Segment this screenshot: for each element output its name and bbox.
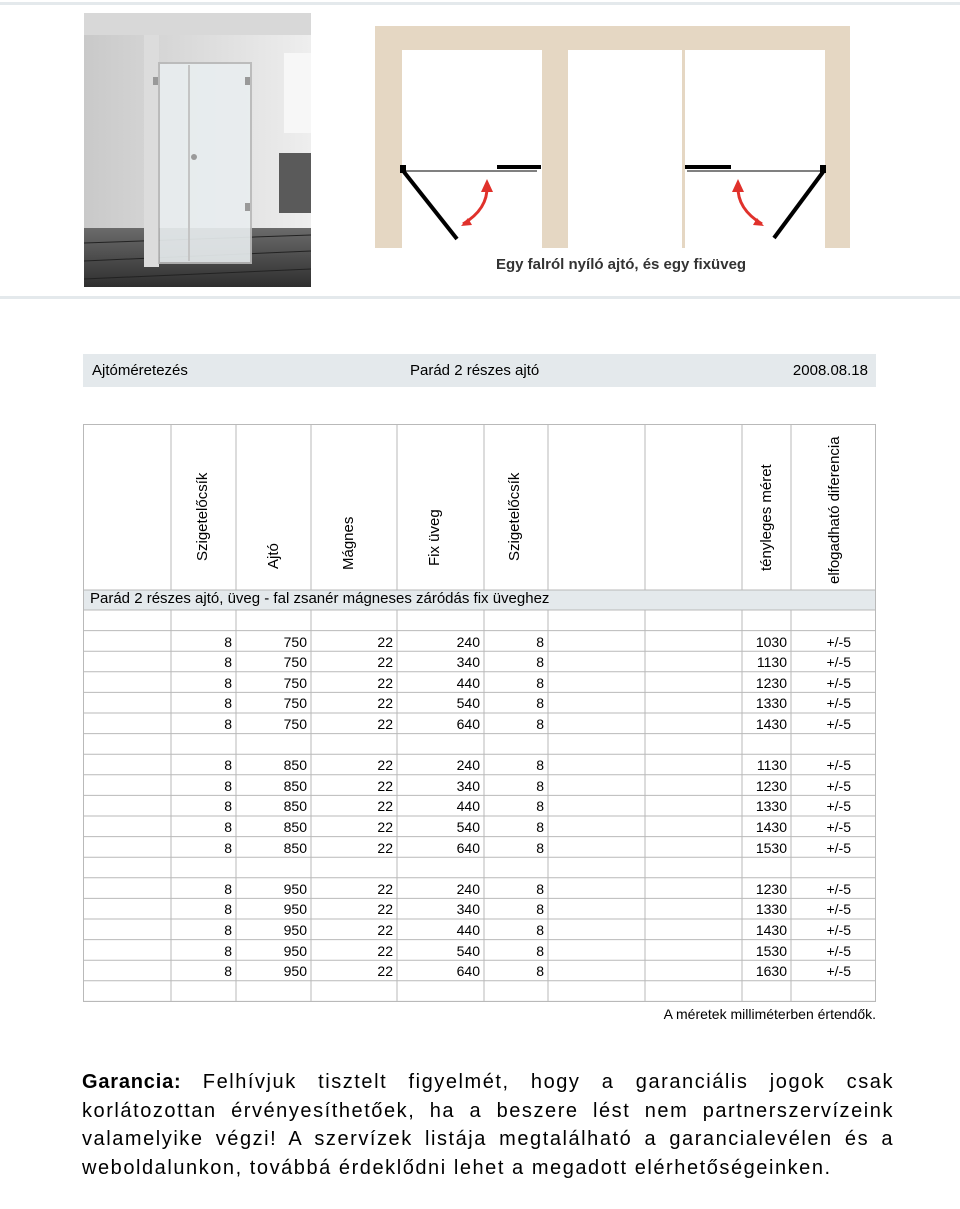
spec-table: [83, 424, 876, 1002]
table-cell: 240: [456, 880, 480, 897]
table-cell: 1430: [755, 716, 787, 732]
table-cell: 8: [224, 839, 232, 856]
col-header-door: Ajtó: [265, 543, 282, 569]
table-cell: 950: [283, 963, 307, 980]
table-cell: 8: [536, 942, 544, 959]
table-cell: 540: [456, 695, 480, 712]
header-bar: [83, 354, 876, 387]
table-cell: 22: [377, 880, 393, 897]
table-cell: 22: [377, 777, 393, 794]
table-cell: 22: [377, 633, 393, 650]
table-cell: 8: [536, 880, 544, 897]
table-cell: 8: [536, 901, 544, 918]
col-header-fixed-glass: Fix üveg: [426, 509, 443, 566]
warranty-label: Garancia:: [82, 1071, 182, 1093]
table-cell: 8: [224, 798, 232, 815]
table-cell: 22: [377, 963, 393, 980]
table-cell: 540: [456, 942, 480, 959]
table-cell: 22: [377, 757, 393, 774]
table-cell: +/-5: [826, 757, 851, 774]
table-cell: 1130: [756, 654, 787, 671]
table-cell: 22: [377, 922, 393, 938]
table-cell: 8: [536, 798, 544, 815]
table-cell: +/-5: [826, 880, 851, 897]
table-cell: 22: [377, 901, 393, 918]
table-cell: 750: [283, 716, 307, 732]
table-cell: 8: [224, 819, 232, 835]
table-cell: +/-5: [826, 901, 851, 918]
table-cell: 950: [283, 901, 307, 918]
table-cell: 8: [224, 922, 232, 938]
table-cell: 22: [377, 819, 393, 835]
table-cell: 1130: [756, 757, 787, 774]
table-cell: +/-5: [826, 716, 851, 732]
table-cell: 950: [283, 942, 307, 959]
section-title: Parád 2 részes ajtó, üveg - fal zsanér mágneses záródás fix üveghez: [90, 590, 550, 607]
table-cell: 8: [224, 716, 232, 732]
table-cell: 8: [536, 654, 544, 671]
table-cell: +/-5: [826, 839, 851, 856]
table-cell: 1530: [755, 942, 787, 959]
shower-photo: [84, 13, 311, 287]
table-cell: 8: [536, 757, 544, 774]
table-cell: 1330: [755, 695, 787, 712]
table-cell: 8: [224, 674, 232, 691]
table-cell: 640: [456, 839, 480, 856]
table-cell: 640: [456, 963, 480, 980]
table-cell: 1230: [755, 674, 787, 691]
table-cell: 850: [283, 777, 307, 794]
table-cell: +/-5: [826, 695, 851, 712]
table-cell: 8: [224, 963, 232, 980]
col-header-actual-size: tényleges méret: [758, 464, 775, 571]
table-cell: 240: [456, 757, 480, 774]
table-cell: 340: [456, 901, 480, 918]
table-cell: 640: [456, 716, 480, 732]
col-header-insulation-2: Szigetelőcsík: [506, 472, 523, 561]
table-cell: 8: [224, 654, 232, 671]
table-cell: 22: [377, 654, 393, 671]
units-note: A méretek milliméterben értendők.: [663, 1006, 876, 1022]
table-cell: 1230: [755, 880, 787, 897]
warranty-text: [82, 1068, 894, 1182]
table-cell: 8: [224, 757, 232, 774]
table-cell: 8: [536, 716, 544, 732]
table-cell: +/-5: [826, 922, 851, 938]
table-cell: 8: [536, 777, 544, 794]
table-cell: 8: [224, 777, 232, 794]
table-cell: 340: [456, 777, 480, 794]
table-cell: +/-5: [826, 819, 851, 835]
table-cell: 8: [224, 942, 232, 959]
table-cell: 1330: [755, 901, 787, 918]
table-cell: 750: [283, 654, 307, 671]
table-cell: 750: [283, 674, 307, 691]
table-cell: 1230: [755, 777, 787, 794]
table-cell: 440: [456, 922, 480, 938]
table-cell: 1430: [755, 819, 787, 835]
table-cell: 22: [377, 942, 393, 959]
table-cell: +/-5: [826, 777, 851, 794]
table-cell: 750: [283, 633, 307, 650]
table-cell: 950: [283, 922, 307, 938]
table-cell: 8: [224, 901, 232, 918]
table-cell: 540: [456, 819, 480, 835]
table-cell: 1030: [755, 633, 787, 650]
table-cell: 850: [283, 819, 307, 835]
table-cell: 8: [224, 880, 232, 897]
table-cell: 750: [283, 695, 307, 712]
top-rule: [0, 2, 960, 5]
col-header-insulation-1: Szigetelőcsík: [194, 472, 211, 561]
col-header-tolerance: elfogadható diferencia: [826, 436, 843, 584]
table-cell: 22: [377, 798, 393, 815]
header-date: 2008.08.18: [792, 362, 868, 379]
table-cell: +/-5: [826, 674, 851, 691]
col-header-magnet: Mágnes: [340, 516, 357, 570]
table-cell: 8: [536, 674, 544, 691]
table-cell: 22: [377, 674, 393, 691]
middle-rule: [0, 296, 960, 299]
table-cell: 22: [377, 716, 393, 732]
warranty-body: Felhívjuk tisztelt figyelmét, hogy a garanciális jogok csak korlátozottan érvényesíthetőek, ha a beszere lést nem partnerszervízeink valamelyike végzi! A szervízek listája megtalálható a garancialevélen és a weboldalunkon, továbbá érdeklődni lehet a megadott elérhetőségeinken.: [82, 1071, 894, 1179]
table-cell: 1430: [755, 922, 787, 938]
table-cell: 8: [536, 695, 544, 712]
table-cell: 8: [224, 633, 232, 650]
table-cell: 850: [283, 839, 307, 856]
table-cell: +/-5: [826, 654, 851, 671]
door-diagram: [375, 26, 850, 276]
table-cell: 850: [283, 798, 307, 815]
table-cell: +/-5: [826, 633, 851, 650]
table-cell: 440: [456, 798, 480, 815]
table-cell: 240: [456, 633, 480, 650]
table-cell: 1530: [755, 839, 787, 856]
table-cell: 8: [536, 963, 544, 980]
table-cell: 22: [377, 839, 393, 856]
table-cell: +/-5: [826, 798, 851, 815]
table-cell: 8: [536, 839, 544, 856]
table-cell: 8: [536, 633, 544, 650]
table-cell: 22: [377, 695, 393, 712]
table-cell: +/-5: [826, 963, 851, 980]
table-cell: 8: [224, 695, 232, 712]
table-cell: 340: [456, 654, 480, 671]
table-cell: 950: [283, 880, 307, 897]
header-title: Ajtóméretezés: [92, 362, 188, 379]
table-cell: 8: [536, 819, 544, 835]
table-cell: 850: [283, 757, 307, 774]
header-product: Parád 2 részes ajtó: [410, 362, 540, 379]
table-cell: 440: [456, 674, 480, 691]
table-cell: 1630: [755, 963, 787, 980]
table-cell: 1330: [755, 798, 787, 815]
table-cell: 8: [536, 922, 544, 938]
table-cell: +/-5: [826, 942, 851, 959]
diagram-caption: Egy falról nyíló ajtó, és egy fixüveg: [496, 256, 747, 273]
